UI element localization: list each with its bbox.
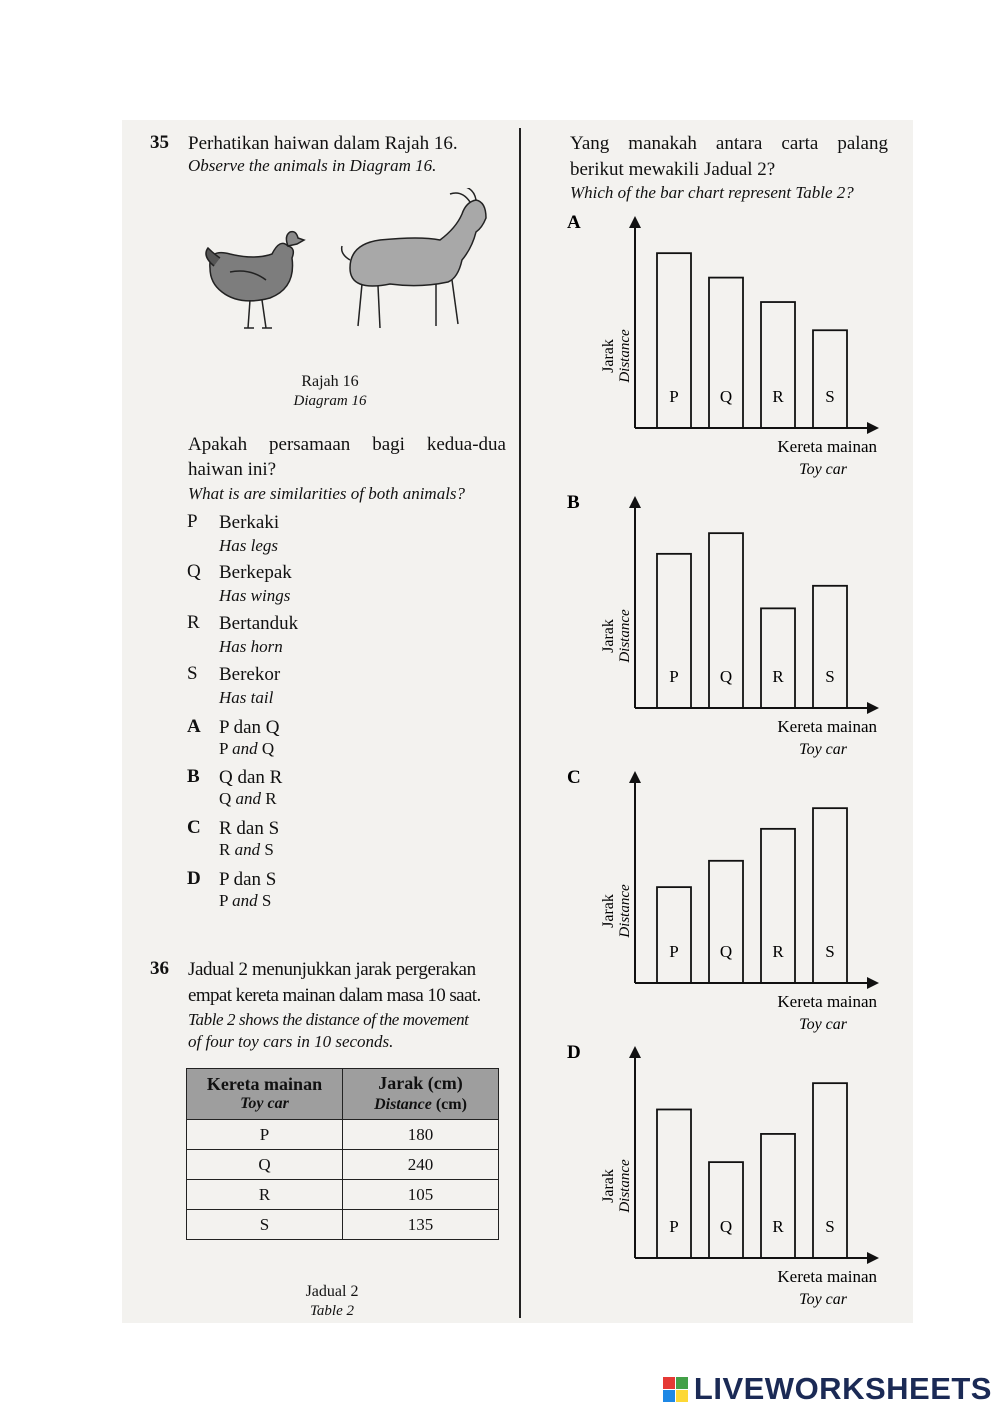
bar: [813, 330, 847, 428]
bar-chart-option-d[interactable]: [565, 1040, 895, 1308]
q35-stem-en: Observe the animals in Diagram 16.: [188, 156, 437, 175]
y-axis-label: Jarak: [600, 894, 617, 928]
chart-option-letter: A: [567, 212, 581, 233]
x-axis-label: Kereta mainan: [777, 717, 877, 736]
diagram16-caption: [270, 372, 390, 412]
chart-option-letter: B: [567, 492, 580, 513]
statement-key: P: [187, 511, 198, 532]
statement-key: Q: [187, 561, 201, 582]
statement-en: Has legs: [219, 536, 279, 555]
statement-en: Has tail: [219, 688, 274, 707]
q35-option-a[interactable]: [187, 716, 387, 766]
y-axis-label-en: Distance: [617, 884, 633, 938]
statement-en: Has wings: [219, 586, 291, 605]
q35-option-c[interactable]: [187, 817, 387, 868]
cell-car: P: [187, 1120, 343, 1150]
table-row: [187, 1120, 499, 1150]
y-axis-arrow: [629, 771, 641, 783]
diagram16-caption-ms: Rajah 16: [301, 373, 359, 390]
q36-stem-en-line2: of four toy cars in 10 seconds.: [188, 1032, 394, 1051]
hen-icon: [206, 232, 304, 328]
x-axis-arrow: [867, 702, 879, 714]
table2: [186, 1068, 499, 1240]
option-en: P and Q: [219, 739, 275, 758]
bar-chart-option-b[interactable]: [565, 490, 895, 758]
cell-distance: 240: [343, 1150, 499, 1180]
statement-ms: Bertanduk: [219, 613, 299, 634]
q36-stem-ms-line2: empat kereta mainan dalam masa 10 saat.: [188, 985, 481, 1006]
x-axis-label-en: Toy car: [799, 461, 847, 478]
chart-option-letter: C: [567, 767, 581, 788]
option-ms: Q dan R: [219, 767, 283, 788]
statement-ms: Berekor: [219, 664, 281, 685]
bar-category-label: P: [669, 1217, 679, 1236]
y-axis-label-en: Distance: [617, 329, 633, 383]
table2-caption-ms: Jadual 2: [305, 1283, 359, 1300]
liveworksheets-logo: [663, 1371, 992, 1407]
option-key: A: [187, 716, 201, 737]
bar-category-label: S: [825, 387, 835, 406]
bar: [761, 608, 795, 708]
statement-key: R: [187, 612, 200, 633]
q36-stem-ms-line1: Jadual 2 menunjukkan jarak pergerakan: [188, 959, 476, 980]
option-ms: P dan S: [219, 869, 277, 890]
y-axis-label: Jarak: [600, 1169, 617, 1203]
brand-name: LIVEWORKSHEETS: [693, 1371, 992, 1406]
statement-en: Has horn: [219, 637, 283, 656]
animals-illustration: [200, 188, 495, 338]
logo-grid-icon: [663, 1377, 688, 1402]
option-key: B: [187, 766, 200, 787]
bar-category-label: S: [825, 667, 835, 686]
q35-question-en: What is are similarities of both animals?: [188, 484, 466, 503]
y-axis-arrow: [629, 496, 641, 508]
statement-r: [187, 612, 487, 663]
q36-question-ms-line2: berikut mewakili Jadual 2?: [570, 159, 776, 180]
q35-question-ms-line2: haiwan ini?: [188, 459, 277, 480]
y-axis-label: Jarak: [600, 619, 617, 653]
table-row: [187, 1150, 499, 1180]
q35-option-d[interactable]: [187, 868, 387, 919]
x-axis-label: Kereta mainan: [777, 1267, 877, 1286]
bar: [761, 1134, 795, 1258]
option-en: R and S: [219, 840, 274, 859]
q35-options: [187, 716, 387, 919]
cell-car: R: [187, 1180, 343, 1210]
bar-category-label: P: [669, 942, 679, 961]
q35-number: 35: [150, 132, 169, 153]
bar-category-label: R: [772, 667, 784, 686]
diagram16-caption-en: Diagram 16: [293, 393, 367, 409]
x-axis-arrow: [867, 1252, 879, 1264]
q35-option-b[interactable]: [187, 766, 387, 817]
q36-stem-en-line1: Table 2 shows the distance of the movement: [188, 1010, 469, 1029]
bar-category-label: Q: [719, 1217, 733, 1236]
bar: [657, 887, 691, 983]
bar-category-label: Q: [719, 942, 733, 961]
bar-category-label: R: [772, 387, 784, 406]
statement-s: [187, 663, 487, 714]
x-axis-label: Kereta mainan: [777, 992, 877, 1011]
bar-category-label: P: [669, 387, 679, 406]
y-axis-label-en: Distance: [617, 1159, 633, 1213]
bar-category-label: P: [669, 667, 679, 686]
table2-caption-en: Table 2: [309, 1303, 355, 1319]
bar-category-label: S: [825, 942, 835, 961]
bar-chart-option-a[interactable]: [565, 210, 895, 478]
x-axis-label-en: Toy car: [799, 1291, 847, 1308]
cell-distance: 180: [343, 1120, 499, 1150]
table-row: [187, 1210, 499, 1240]
chart-option-letter: D: [567, 1042, 581, 1063]
bar: [813, 586, 847, 708]
table2-caption: [282, 1282, 382, 1322]
y-axis-arrow: [629, 1046, 641, 1058]
q35-statement-list: [187, 511, 487, 714]
x-axis-arrow: [867, 422, 879, 434]
option-ms: P dan Q: [219, 717, 280, 738]
x-axis-arrow: [867, 977, 879, 989]
bar-category-label: R: [772, 942, 784, 961]
q35-stem-ms: Perhatikan haiwan dalam Rajah 16.: [188, 133, 458, 154]
q36-question-ms-line1: Yang manakah antara carta palang: [570, 133, 888, 154]
bar-category-label: R: [772, 1217, 784, 1236]
option-key: C: [187, 817, 201, 838]
header-distance: Jarak (cm) Distance (cm): [343, 1069, 499, 1120]
bar-category-label: S: [825, 1217, 835, 1236]
x-axis-label-en: Toy car: [799, 1016, 847, 1033]
y-axis-arrow: [629, 216, 641, 228]
cell-distance: 135: [343, 1210, 499, 1240]
option-en: Q and R: [219, 789, 277, 808]
bar: [709, 861, 743, 983]
option-key: D: [187, 868, 201, 889]
cell-car: Q: [187, 1150, 343, 1180]
bar-category-label: Q: [719, 667, 733, 686]
option-en: P and S: [219, 891, 272, 910]
q36-number: 36: [150, 958, 169, 979]
statement-q: [187, 561, 487, 612]
goat-icon: [342, 188, 486, 328]
bar: [761, 302, 795, 428]
header-car: Kereta mainan Toy car: [187, 1069, 343, 1120]
statement-ms: Berkepak: [219, 562, 292, 583]
y-axis-label-en: Distance: [617, 609, 633, 663]
bar-chart-option-c[interactable]: [565, 765, 895, 1033]
option-ms: R dan S: [219, 818, 280, 839]
bar: [709, 1162, 743, 1258]
y-axis-label: Jarak: [600, 339, 617, 373]
table-row: [187, 1180, 499, 1210]
statement-ms: Berkaki: [219, 512, 280, 533]
statement-key: S: [187, 663, 198, 684]
bar-category-label: Q: [719, 387, 733, 406]
q36-question-en: Which of the bar chart represent Table 2?: [570, 183, 854, 202]
column-divider: [519, 128, 521, 1318]
x-axis-label-en: Toy car: [799, 741, 847, 758]
cell-car: S: [187, 1210, 343, 1240]
x-axis-label: Kereta mainan: [777, 437, 877, 456]
cell-distance: 105: [343, 1180, 499, 1210]
statement-p: [187, 511, 487, 561]
q35-question-ms-line1: Apakah persamaan bagi kedua-dua: [188, 434, 506, 455]
table-header-row: [187, 1069, 499, 1120]
